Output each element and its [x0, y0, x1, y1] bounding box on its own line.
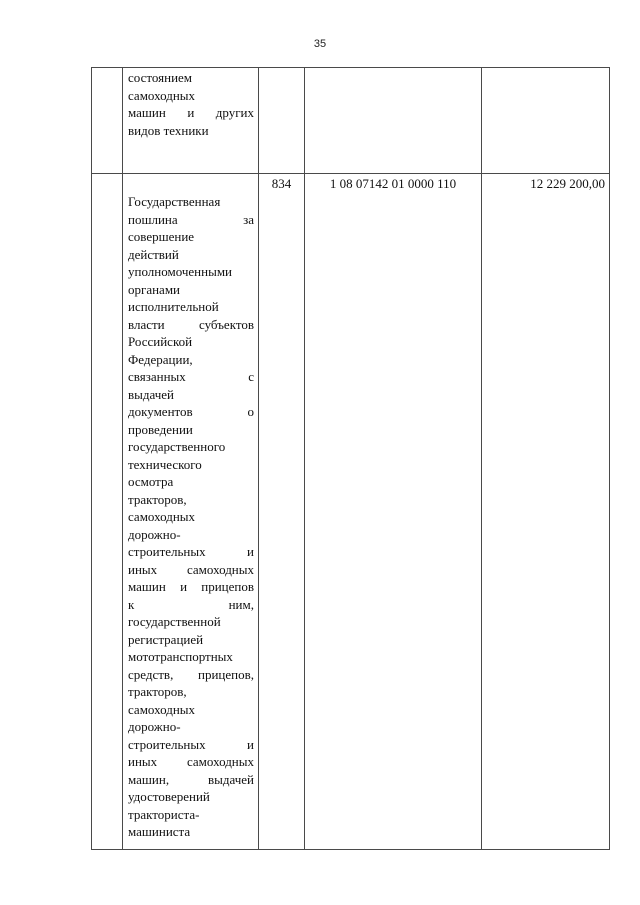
page-number: 35: [313, 38, 327, 50]
name-line: совершение: [128, 229, 195, 244]
name-line: проведении: [128, 421, 193, 437]
name-cell: [123, 68, 259, 174]
name-line: дорожно-: [128, 719, 181, 734]
name-line: строительных и: [128, 736, 254, 752]
kbk-code-cell: 1 08 07142 01 0000 110: [305, 174, 482, 850]
name-line: власти субъектов: [128, 316, 254, 332]
amount-cell: 12 229 200,00: [482, 174, 610, 850]
table-row: [92, 68, 610, 174]
name-line: средств, прицепов,: [128, 666, 254, 682]
index-cell: [92, 174, 123, 850]
name-line: связанных с: [128, 369, 254, 384]
name-line: Российской: [128, 334, 193, 349]
name-line: состоянием: [128, 70, 193, 85]
name-line: машиниста: [128, 824, 191, 839]
name-line: иных самоходных: [128, 561, 254, 577]
admin-code-cell: 834: [259, 174, 305, 850]
name-line: органами: [128, 281, 181, 297]
name-line: удостоверений: [128, 789, 210, 804]
name-line: государственной: [128, 614, 221, 629]
name-line: осмотра: [128, 474, 174, 489]
name-line: исполнительной: [128, 299, 219, 314]
revenue-table: [91, 67, 610, 850]
name-line: пошлина за: [128, 211, 254, 227]
name-line: машин, выдачей: [128, 771, 254, 787]
index-cell: [92, 68, 123, 174]
name-line: тракториста-: [128, 806, 200, 822]
name-line: действий: [128, 246, 179, 262]
name-line: технического: [128, 456, 202, 472]
name-line: Государственная: [128, 194, 221, 209]
name-line: строительных и: [128, 544, 254, 559]
name-line: самоходных: [128, 87, 196, 103]
name-line: самоходных: [128, 701, 196, 717]
name-line: государственного: [128, 439, 226, 454]
name-line: самоходных: [128, 509, 196, 524]
admin-code-cell: [259, 68, 305, 174]
name-cell: [123, 174, 259, 850]
name-line: документов о: [128, 404, 254, 419]
name-line: видов техники: [128, 122, 209, 138]
name-line: машин и прицепов: [128, 579, 254, 594]
name-line: машин и других: [128, 105, 254, 120]
name-line: иных самоходных: [128, 754, 254, 769]
kbk-code-cell: [305, 68, 482, 174]
name-line: дорожно-: [128, 526, 181, 542]
table-row: [92, 174, 610, 850]
name-line: уполномоченными: [128, 264, 233, 279]
name-line: тракторов,: [128, 491, 187, 507]
name-line: к ним,: [128, 596, 254, 612]
name-line: выдачей: [128, 386, 175, 402]
amount-cell: [482, 68, 610, 174]
name-line: тракторов,: [128, 684, 187, 699]
name-line: мототранспортных: [128, 649, 233, 664]
name-line: Федерации,: [128, 351, 193, 367]
name-line: регистрацией: [128, 631, 204, 647]
